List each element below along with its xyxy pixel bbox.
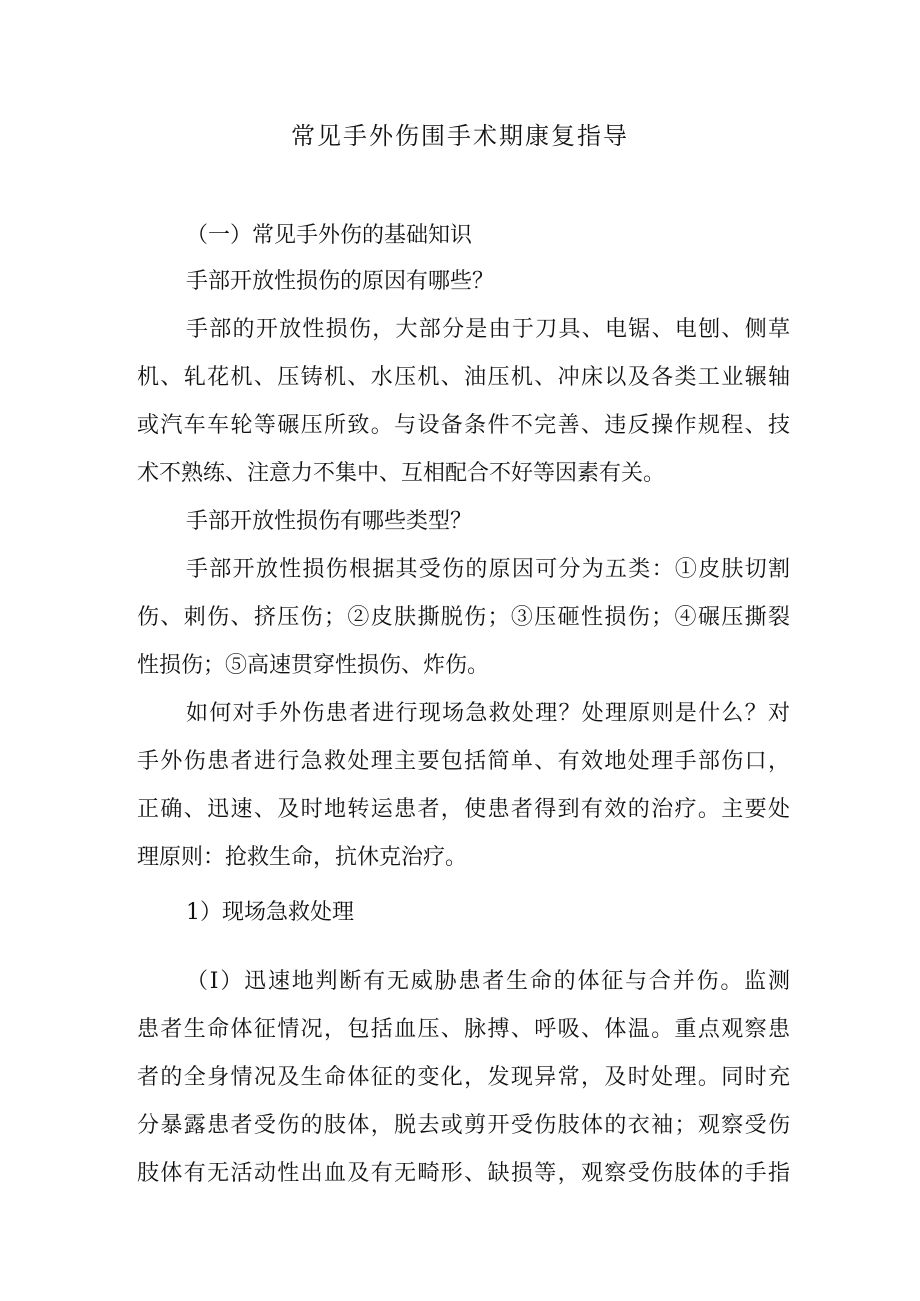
- document-title: 常见手外伤围手术期康复指导: [291, 122, 629, 150]
- paragraph-line: 分暴露患者受伤的肢体，脱去或剪开受伤肢体的衣袖；观察受伤: [137, 1113, 790, 1138]
- paragraph-line: （I）迅速地判断有无威胁患者生命的体征与合并伤。监测: [186, 969, 790, 994]
- paragraph-line: 手部开放性损伤根据其受伤的原因可分为五类：①皮肤切割: [186, 557, 790, 582]
- paragraph-line: 患者生命体征情况，包括血压、脉搏、呼吸、体温。重点观察患: [137, 1017, 790, 1042]
- section-heading: （一）常见手外伤的基础知识: [186, 223, 473, 248]
- paragraph-line: 肢体有无活动性出血及有无畸形、缺损等，观察受伤肢体的手指: [137, 1161, 790, 1186]
- question-heading: 手部开放性损伤有哪些类型？: [186, 509, 473, 534]
- paragraph-line: 性损伤；⑤高速贯穿性损伤、炸伤。: [137, 653, 490, 678]
- paragraph-line: 手部的开放性损伤，大部分是由于刀具、电锯、电刨、侧草: [186, 317, 790, 342]
- paragraph-line: 正确、迅速、及时地转运患者，使患者得到有效的治疗。主要处: [137, 797, 790, 822]
- paragraph-line: 伤、刺伤、挤压伤；②皮肤撕脱伤；③压砸性损伤；④碾压撕裂: [137, 605, 790, 630]
- paragraph-line: 或汽车车轮等碾压所致。与设备条件不完善、违反操作规程、技: [137, 413, 790, 438]
- subsection-heading: 1）现场急救处理: [186, 900, 354, 925]
- paragraph-line: 者的全身情况及生命体征的变化，发现异常，及时处理。同时充: [137, 1065, 790, 1090]
- question-heading: 手部开放性损伤的原因有哪些？: [186, 269, 495, 294]
- paragraph-line: 机、轧花机、压铸机、水压机、油压机、冲床以及各类工业辗轴: [137, 365, 790, 390]
- paragraph-line: 如何对手外伤患者进行现场急救处理？处理原则是什么？对: [186, 701, 790, 726]
- paragraph-line: 术不熟练、注意力不集中、互相配合不好等因素有关。: [137, 461, 666, 486]
- paragraph-line: 手外伤患者进行急救处理主要包括简单、有效地处理手部伤口，: [137, 749, 790, 774]
- paragraph-line: 理原则：抢救生命，抗休克治疗。: [137, 845, 468, 870]
